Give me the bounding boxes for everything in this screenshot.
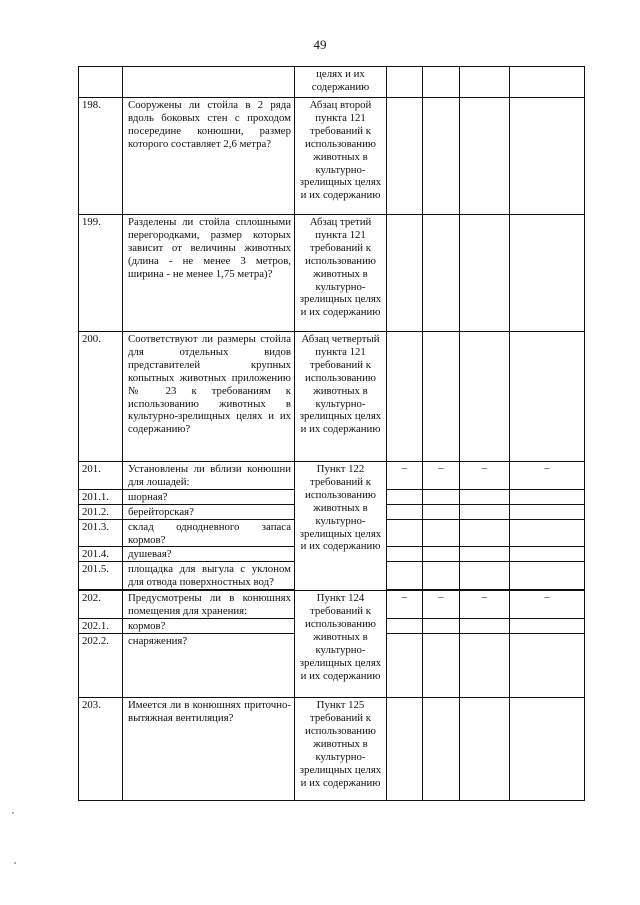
note-cell bbox=[510, 489, 585, 504]
answer-cell-yes bbox=[387, 215, 423, 332]
answer-cell-no bbox=[423, 215, 460, 332]
page-number: 49 bbox=[313, 37, 327, 52]
question-cell: Соответствуют ли размеры стойла для отдельных видов представителей крупных копытных животных приложению № 23 к требованиям к использованию животных в культурно-зрелищных целях и их содержанию? bbox=[123, 332, 295, 462]
note-cell bbox=[510, 698, 585, 801]
note-cell bbox=[510, 619, 585, 634]
dash-mark: – bbox=[510, 462, 585, 490]
requirement-ref: целях и их содержанию bbox=[295, 67, 387, 98]
answer-cell-no bbox=[423, 698, 460, 801]
answer-cell-yes bbox=[387, 332, 423, 462]
question-cell bbox=[123, 67, 295, 98]
question-cell: Сооружены ли стойла в 2 ряда вдоль боковых стен с проходом посередине конюшни, размер которого составляет 2,6 метра? bbox=[123, 98, 295, 215]
note-cell bbox=[510, 504, 585, 519]
question-cell: снаряжения? bbox=[123, 634, 295, 698]
answer-cell-yes bbox=[387, 504, 423, 519]
answer-cell-na bbox=[460, 332, 510, 462]
answer-cell-no bbox=[423, 332, 460, 462]
row-number bbox=[79, 67, 123, 98]
row-number: 198. bbox=[79, 98, 123, 215]
question-cell: склад однодневного запаса кормов? bbox=[123, 519, 295, 547]
answer-cell-no bbox=[423, 619, 460, 634]
answer-cell-yes bbox=[387, 619, 423, 634]
table-row bbox=[79, 462, 585, 490]
dash-mark: – bbox=[510, 591, 585, 619]
question-cell: Разделены ли стойла сплошными перегородками, размер которых зависит от величины животных (длина - не менее 3 метров, ширина - не менее 1,75 метра)? bbox=[123, 215, 295, 332]
answer-cell-no bbox=[423, 547, 460, 562]
table-row bbox=[79, 332, 585, 462]
checklist-table bbox=[78, 66, 585, 801]
answer-cell-na bbox=[460, 634, 510, 698]
note-cell bbox=[510, 332, 585, 462]
question-cell: площадка для выгула с уклоном для отвода поверхностных вод? bbox=[123, 562, 295, 590]
answer-cell-yes bbox=[387, 98, 423, 215]
question-cell: Имеется ли в конюшнях приточно-вытяжная вентиляция? bbox=[123, 698, 295, 801]
requirement-ref: Пункт 122 требований к использованию животных в культурно-зрелищных целях и их содержанию bbox=[295, 462, 387, 591]
scan-speck bbox=[12, 812, 14, 814]
note-cell bbox=[510, 562, 585, 590]
row-number: 201.5. bbox=[79, 562, 123, 590]
table-row bbox=[79, 215, 585, 332]
answer-cell-no bbox=[423, 634, 460, 698]
answer-cell-na bbox=[460, 504, 510, 519]
dash-mark: – bbox=[460, 462, 510, 490]
requirement-ref: Абзац четвертый пункта 121 требований к использованию животных в культурно-зрелищных целях и их содержанию bbox=[295, 332, 387, 462]
scan-speck bbox=[14, 862, 16, 864]
answer-cell-yes bbox=[387, 634, 423, 698]
requirement-ref: Пункт 125 требований к использованию животных в культурно-зрелищных целях и их содержанию bbox=[295, 698, 387, 801]
note-cell bbox=[510, 634, 585, 698]
row-number: 202.1. bbox=[79, 619, 123, 634]
table-row bbox=[79, 698, 585, 801]
question-cell: шорная? bbox=[123, 489, 295, 504]
answer-cell-yes bbox=[387, 519, 423, 547]
requirement-ref: Абзац третий пункта 121 требований к использованию животных в культурно-зрелищных целях и их содержанию bbox=[295, 215, 387, 332]
answer-cell-na bbox=[460, 489, 510, 504]
note-cell bbox=[510, 547, 585, 562]
row-number: 201.1. bbox=[79, 489, 123, 504]
answer-cell-no bbox=[423, 67, 460, 98]
requirement-ref: Абзац второй пункта 121 требований к использованию животных в культурно-зрелищных целях и их содержанию bbox=[295, 98, 387, 215]
dash-mark: – bbox=[387, 462, 423, 490]
note-cell bbox=[510, 215, 585, 332]
row-number: 202.2. bbox=[79, 634, 123, 698]
table-row bbox=[79, 591, 585, 619]
requirement-ref: Пункт 124 требований к использованию животных в культурно-зрелищных целях и их содержанию bbox=[295, 591, 387, 698]
row-number: 201.2. bbox=[79, 504, 123, 519]
answer-cell-yes bbox=[387, 698, 423, 801]
question-cell: берейторская? bbox=[123, 504, 295, 519]
note-cell bbox=[510, 519, 585, 547]
answer-cell-no bbox=[423, 98, 460, 215]
answer-cell-no bbox=[423, 562, 460, 590]
row-number: 200. bbox=[79, 332, 123, 462]
note-cell bbox=[510, 67, 585, 98]
answer-cell-na bbox=[460, 698, 510, 801]
answer-cell-na bbox=[460, 519, 510, 547]
answer-cell-no bbox=[423, 504, 460, 519]
row-number: 201. bbox=[79, 462, 123, 490]
answer-cell-no bbox=[423, 519, 460, 547]
answer-cell-na bbox=[460, 98, 510, 215]
question-cell: душевая? bbox=[123, 547, 295, 562]
answer-cell-na bbox=[460, 67, 510, 98]
row-number: 203. bbox=[79, 698, 123, 801]
table-row bbox=[79, 98, 585, 215]
answer-cell-no bbox=[423, 489, 460, 504]
row-number: 202. bbox=[79, 591, 123, 619]
note-cell bbox=[510, 98, 585, 215]
dash-mark: – bbox=[387, 591, 423, 619]
question-cell: Предусмотрены ли в конюшнях помещения для хранения: bbox=[123, 591, 295, 619]
question-cell: кормов? bbox=[123, 619, 295, 634]
row-number: 199. bbox=[79, 215, 123, 332]
answer-cell-yes bbox=[387, 489, 423, 504]
table-row bbox=[79, 67, 585, 98]
answer-cell-na bbox=[460, 619, 510, 634]
answer-cell-yes bbox=[387, 547, 423, 562]
dash-mark: – bbox=[460, 591, 510, 619]
row-number: 201.3. bbox=[79, 519, 123, 547]
row-number: 201.4. bbox=[79, 547, 123, 562]
answer-cell-yes bbox=[387, 67, 423, 98]
question-cell: Установлены ли вблизи конюшни для лошадей: bbox=[123, 462, 295, 490]
answer-cell-na bbox=[460, 215, 510, 332]
dash-mark: – bbox=[423, 462, 460, 490]
dash-mark: – bbox=[423, 591, 460, 619]
answer-cell-na bbox=[460, 562, 510, 590]
answer-cell-yes bbox=[387, 562, 423, 590]
answer-cell-na bbox=[460, 547, 510, 562]
